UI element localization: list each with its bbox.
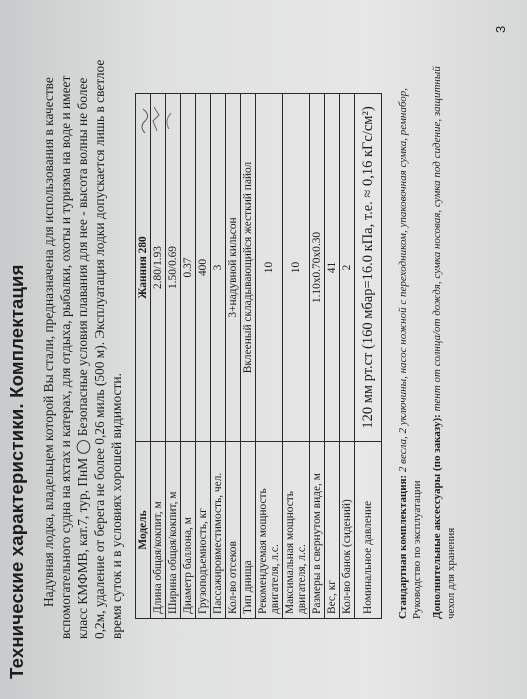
- page-title: Технические характеристики. Комплектация: [6, 264, 27, 679]
- standard-kit-line-2: Руководство по эксплуатации: [411, 480, 423, 619]
- row-param: Кол-во банок (сидений): [340, 442, 355, 619]
- row-value: 120 мм рт.ст (160 мбар=16.0 кПа, т.е. ≈ 0,16 кГс/см²): [355, 94, 382, 442]
- description-line-3: класс КМФМВ, кат.7, тур, ПнМ ◯ Безопасные условия плавания для нее - высота волны не более: [75, 77, 90, 639]
- table-row: [196, 94, 211, 619]
- specs-table: [135, 93, 382, 619]
- row-param: Рекомендуемая мощность двигателя, л.с.: [256, 442, 283, 619]
- table-row: [181, 94, 196, 619]
- table-header-row: [136, 94, 151, 619]
- row-param: Размеры в свернутом виде, м: [310, 442, 325, 619]
- row-value: 400: [196, 94, 211, 442]
- table-row: [325, 94, 340, 619]
- additional-label: Дополнительные аксессуары (по заказу):: [431, 414, 443, 619]
- description-line-1: Надувная лодка, владельцем которой Вы стали, предназначена для использования в качестве: [41, 77, 56, 607]
- table-row: [151, 94, 166, 619]
- row-value: 0.37: [181, 94, 196, 442]
- table-row: [211, 94, 226, 619]
- description-line-2: вспомогательного судна на яхтах и катерах, для отдыха, рыбалки, охоты и туризма на воде и имеет: [58, 75, 73, 639]
- row-param: Максимальная мощность двигателя, л.с.: [283, 442, 310, 619]
- row-value: 1.50/0.69: [166, 94, 181, 442]
- row-value: 10: [256, 94, 283, 442]
- row-param: Пассажировместимость, чел.: [211, 442, 226, 619]
- page-number: 3: [493, 25, 508, 33]
- table-row: [226, 94, 241, 619]
- additional-text: тент от солнца/от дождя, сумка носовая, сумка под сидение, защитный: [431, 66, 443, 412]
- row-value: 3+надувной кильсон: [226, 94, 241, 442]
- additional-line: [431, 66, 444, 619]
- row-param: Тип днища: [241, 442, 256, 619]
- description-line-4: 0,2м, удаление от берега не более 0,26 миль (500 м). Эксплуатация лодки допускается лишь в светлое: [92, 59, 107, 639]
- table-row: [283, 94, 310, 619]
- standard-kit-line: [397, 88, 410, 619]
- standard-kit-text: 2 весла, 2 уключины, насос ножной с переходником, упаковочная сумка, ремнабор,: [397, 87, 409, 473]
- row-param: Ширина общая/кокпит, м: [166, 442, 181, 619]
- row-param: Кол-во отсеков: [226, 442, 241, 619]
- table-row: [256, 94, 283, 619]
- header-model-label: Модель: [136, 442, 151, 619]
- row-value: Вклееный складывающийся жесткий пайол: [241, 94, 256, 442]
- table-row: [310, 94, 325, 619]
- row-param: Грузоподъемность, кг: [196, 442, 211, 619]
- row-value: 2.80/1.93: [151, 94, 166, 442]
- row-param: Длина общая/кокпит, м: [151, 442, 166, 619]
- row-value: 3: [211, 94, 226, 442]
- description-line-5: время суток и в условиях хорошей видимости.: [109, 373, 124, 639]
- header-model-value: Жанния 280: [136, 94, 151, 442]
- table-row: [241, 94, 256, 619]
- standard-kit-label: Стандартная комплектация:: [397, 474, 409, 619]
- table-row: [355, 94, 382, 619]
- additional-line-2: чехол для хранения: [445, 527, 457, 619]
- handwritten-marks: [135, 93, 190, 139]
- row-param: Номинальное давление: [355, 442, 382, 619]
- table-row: [166, 94, 181, 619]
- row-param: Диаметр баллона, м: [181, 442, 196, 619]
- table-row: [340, 94, 355, 619]
- row-param: Вес, кг: [325, 442, 340, 619]
- row-value: 1.10x0.70x0.30: [310, 94, 325, 442]
- row-value: 2: [340, 94, 355, 442]
- row-value: 41: [325, 94, 340, 442]
- row-value: 10: [283, 94, 310, 442]
